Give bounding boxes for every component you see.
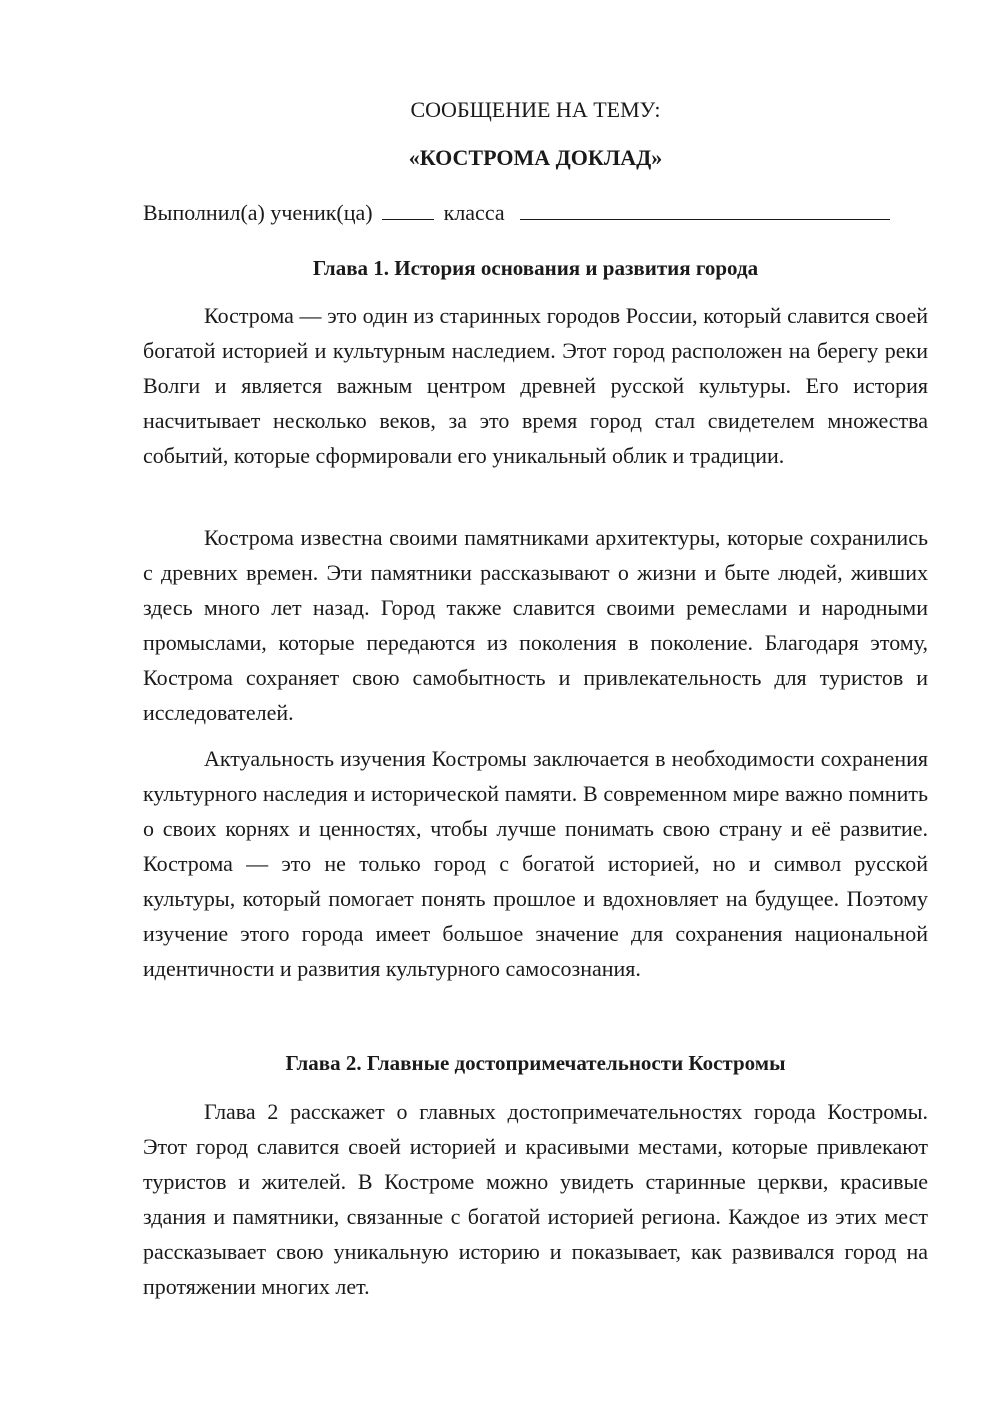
author-line — [143, 197, 928, 227]
document-title-topic: «КОСТРОМА ДОКЛАД» — [408, 145, 663, 170]
chapter-1-paragraph-2: Кострома известна своими памятниками архитектуры, которые сохранились с древних времен. Эти памятники рассказывают о жизни и быте людей, живших здесь много лет назад. Город также славится своими ремеслами и народными промыслами, которые передаются из поколения в поколение. Благодаря этому, Кострома сохраняет свою самобытность и привлекательность для туристов и исследователей. — [143, 525, 928, 725]
chapter-2-heading: Глава 2. Главные достопримечательности Костромы — [285, 1051, 786, 1075]
author-prefix: Выполнил(а) ученик(ца) — [143, 200, 373, 225]
chapter-1-heading: Глава 1. История основания и развития города — [312, 256, 759, 280]
class-word: класса — [443, 200, 505, 225]
grade-blank — [382, 197, 434, 220]
chapter-1-paragraph-3: Актуальность изучения Костромы заключается в необходимости сохранения культурного наследия и исторической памяти. В современном мире важно помнить о своих корнях и ценностях, чтобы лучше понимать свою страну и её развитие. Кострома — это не только город с богатой историей, но и символ русской культуры, который помогает понять прошлое и вдохновляет на будущее. Поэтому изучение этого города имеет большое значение для сохранения национальной идентичности и развития культурного самосознания. — [143, 746, 928, 981]
chapter-2-paragraph-1: Глава 2 расскажет о главных достопримечательностях города Костромы. Этот город славится своей историей и красивыми местами, которые привлекают туристов и жителей. В Костроме можно увидеть старинные церкви, красивые здания и памятники, связанные с богатой историей региона. Каждое из этих мест рассказывает свою уникальную историю и показывает, как развивался город на протяжении многих лет. — [143, 1099, 928, 1299]
name-blank — [520, 197, 890, 220]
document-title-line1: СООБЩЕНИЕ НА ТЕМУ: — [410, 97, 661, 122]
chapter-1-paragraph-1: Кострома — это один из старинных городов России, который славится своей богатой историей и культурным наследием. Этот город расположен на берегу реки Волги и является важным центром древней русской культуры. Его история насчитывает несколько веков, за это время город стал свидетелем множества событий, которые сформировали его уникальный облик и традиции. — [143, 303, 928, 468]
